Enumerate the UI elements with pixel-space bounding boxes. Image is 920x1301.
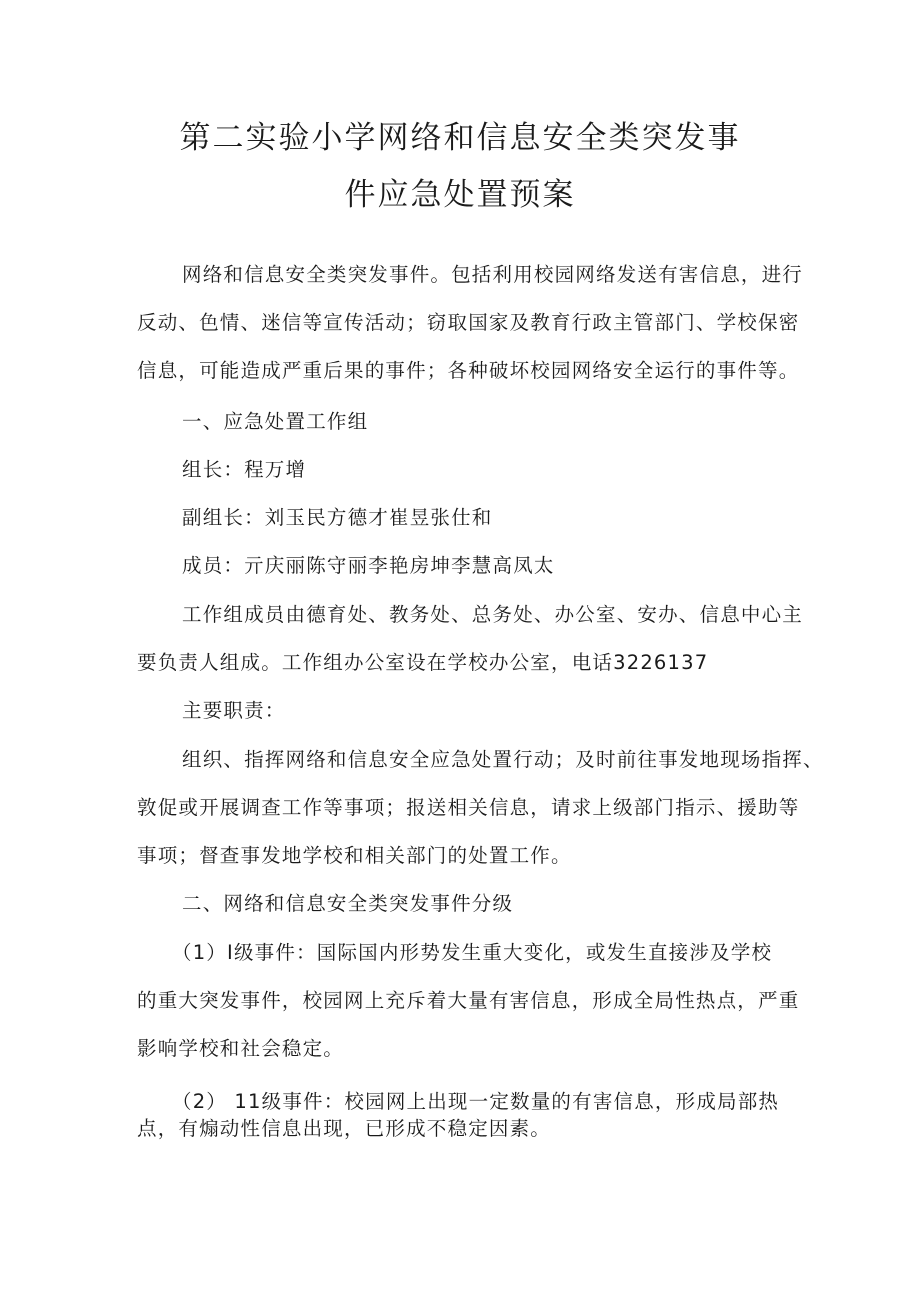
duties-line-2: 敦促或开展调查工作等事项；报送相关信息，请求上级部门指示、援助等 <box>137 796 800 819</box>
section-1-heading: 一、应急处置工作组 <box>182 410 369 433</box>
intro-line-3: 信息，可能造成严重后果的事件；各种破坏校园网络安全运行的事件等。 <box>137 359 800 382</box>
intro-line-1: 网络和信息安全类突发事件。包括利用校园网络发送有害信息，进行 <box>182 263 804 286</box>
members-line: 成员：亓庆丽陈守丽李艳房坤李慧高凤太 <box>182 554 555 577</box>
duties-line-3: 事项；督查事发地学校和相关部门的处置工作。 <box>137 844 572 867</box>
document-title-line-1: 第二实验小学网络和信息安全类突发事 <box>179 120 741 156</box>
document-title-line-2: 件应急处置预案 <box>344 177 576 213</box>
duties-line-1: 组织、指挥网络和信息安全应急处置行动；及时前往事发地现场指挥、 <box>182 748 824 771</box>
composition-line-1: 工作组成员由德育处、教务处、总务处、办公室、安办、信息中心主 <box>182 603 804 626</box>
leader-line: 组长：程万增 <box>182 458 307 481</box>
level-1-line-3: 影响学校和社会稳定。 <box>137 1037 345 1060</box>
deputy-leader-line: 副组长：刘玉民方德才崔昱张仕和 <box>182 506 493 529</box>
intro-line-2: 反动、色情、迷信等宣传活动；窃取国家及教育行政主管部门、学校保密 <box>137 311 800 334</box>
section-2-heading: 二、网络和信息安全类突发事件分级 <box>182 892 514 915</box>
level-1-line-2: 的重大突发事件，校园网上充斥着大量有害信息，形成全局性热点，严重 <box>137 989 800 1012</box>
level-2-line-1: （2） 11级事件：校园网上出现一定数量的有害信息，形成局部热 <box>172 1090 780 1113</box>
duties-heading: 主要职责： <box>182 699 286 722</box>
composition-line-2: 要负责人组成。工作组办公室设在学校办公室，电话3226137 <box>137 651 709 674</box>
level-1-line-1: （1）Ⅰ级事件：国际国内形势发生重大变化，或发生直接涉及学校 <box>172 941 773 964</box>
level-2-line-2: 点，有煽动性信息出现，已形成不稳定因素。 <box>137 1117 552 1140</box>
